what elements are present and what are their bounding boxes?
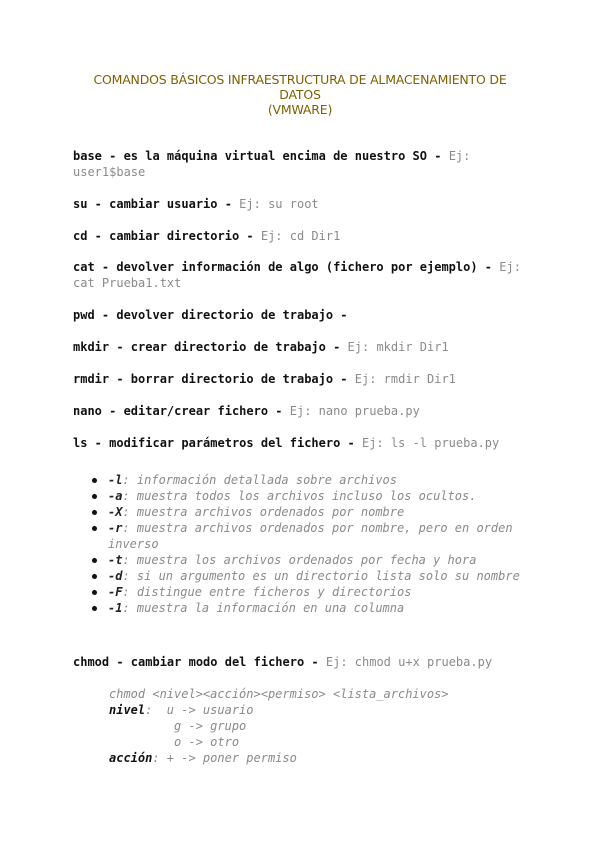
nivel-row-otro: o -> otro — [109, 735, 240, 749]
bullet-icon — [92, 590, 97, 595]
list-item: -1: muestra la información en una columna — [90, 600, 530, 616]
bullet-icon — [92, 494, 97, 499]
list-item: -F: distingue entre ficheros y directorios — [90, 584, 530, 600]
document-title — [60, 72, 540, 117]
list-item: -l: información detallada sobre archivos — [90, 472, 530, 488]
bullet-icon — [92, 574, 97, 579]
nivel-row-grupo: g -> grupo — [109, 719, 247, 733]
command-rmdir: rmdir - borrar directorio de trabajo - Ej: rmdir Dir1 — [73, 372, 456, 386]
bullet-icon — [92, 526, 97, 531]
command-chmod: chmod - cambiar modo del fichero - Ej: chmod u+x prueba.py — [73, 655, 493, 669]
list-item: -d: si un argumento es un directorio lista solo su nombre — [90, 568, 530, 584]
bullet-icon — [92, 510, 97, 515]
command-nano: nano - editar/crear fichero - Ej: nano prueba.py — [73, 404, 420, 418]
list-item: -r: muestra archivos ordenados por nombre, pero en orden inverso — [90, 520, 530, 552]
list-item: -a: muestra todos los archivos incluso los ocultos. — [90, 488, 530, 504]
command-su: su - cambiar usuario - Ej: su root — [73, 197, 319, 211]
title-line-1: COMANDOS BÁSICOS INFRAESTRUCTURA DE ALMACENAMIENTO DE — [93, 72, 507, 87]
command-cat: cat - devolver información de algo (fichero por ejemplo) - Ej: cat Prueba1.txt — [73, 260, 521, 290]
command-ls: ls - modificar parámetros del fichero - Ej: ls -l prueba.py — [73, 436, 500, 450]
command-cd: cd - cambiar directorio - Ej: cd Dir1 — [73, 229, 341, 243]
bullet-icon — [92, 606, 97, 611]
title-line-2: DATOS — [279, 87, 321, 102]
title-line-3: (VMWARE) — [267, 102, 333, 117]
list-item: -X: muestra archivos ordenados por nombre — [90, 504, 530, 520]
accion-row: acción: + -> poner permiso — [109, 751, 297, 765]
ls-options-list — [90, 472, 530, 616]
chmod-usage: chmod <nivel><acción><permiso> <lista_archivos> — [109, 687, 449, 701]
chmod-syntax-block — [109, 686, 529, 766]
command-mkdir: mkdir - crear directorio de trabajo - Ej: mkdir Dir1 — [73, 340, 449, 354]
command-base: base - es la máquina virtual encima de nuestro SO - Ej: user1$base — [73, 149, 471, 179]
bullet-icon — [92, 478, 97, 483]
bullet-icon — [92, 558, 97, 563]
list-item: -t: muestra los archivos ordenados por fecha y hora — [90, 552, 530, 568]
command-pwd: pwd - devolver directorio de trabajo - — [73, 308, 348, 322]
nivel-row: nivel: u -> usuario — [109, 703, 254, 717]
